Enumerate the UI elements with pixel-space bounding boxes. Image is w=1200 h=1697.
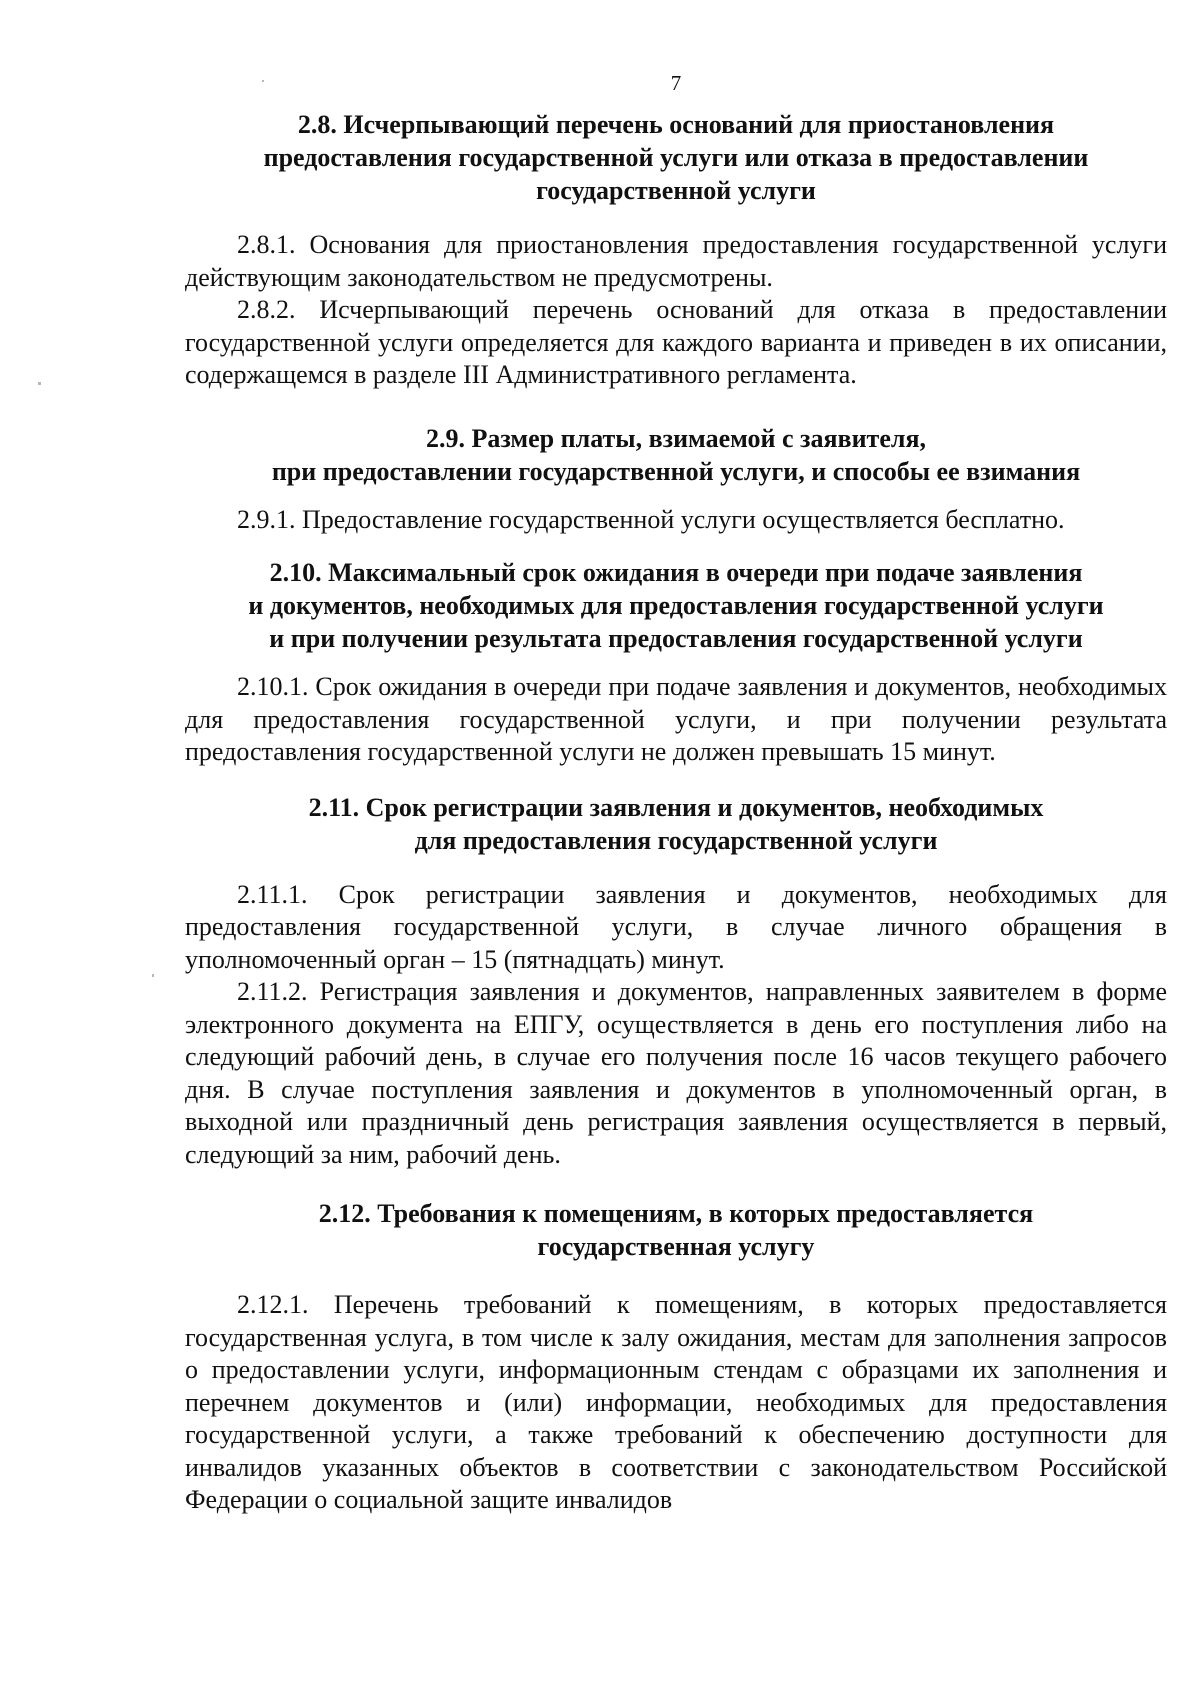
heading-line: государственная услугу [537,1232,815,1261]
paragraph-2-8-1: 2.8.1. Основания для приостановления предоставления государственной услуги действующим законодательством не предусмотрены. [185,230,1167,292]
heading-line: 2.12. Требования к помещениям, в которых предоставляется [318,1199,1034,1228]
section-heading-2-8 [185,108,1167,207]
scan-speck [38,382,41,385]
section-heading-2-10 [185,556,1167,655]
heading-line: 2.10. Максимальный срок ожидания в очереди при подаче заявления [269,558,1083,587]
scan-speck [152,974,154,977]
heading-line: для предоставления государственной услуги [414,825,938,855]
section-heading-2-12 [185,1197,1167,1263]
paragraph-2-12-1: 2.12.1. Перечень требований к помещениям, в которых предоставляется государственная услуга, в том числе к залу ожидания, местам для заполнения запросов о предоставлении услуги, информационным стендам с образцами их заполнения и перечнем документов и (или) информации, необходимых для предоставления государственной услуги, а также требований к обеспечению доступности для инвалидов указанных объектов в соответствии с законодательством Российской Федерации о социальной защите инвалидов [185,1290,1167,1514]
paragraph-2-10-1: 2.10.1. Срок ожидания в очереди при подаче заявления и документов, необходимых для предоставления государственной услуги, и при получении результата предоставления государственной услуги не должен превышать 15 минут. [185,672,1167,766]
paragraph-2-8-2: 2.8.2. Исчерпывающий перечень оснований для отказа в предоставлении государственной услуги определяется для каждого варианта и приведен в их описании, содержащемся в разделе III Административного регламента. [185,295,1167,389]
page-number: 7 [670,71,682,95]
heading-line: 2.9. Размер платы, взимаемой с заявителя, [425,423,927,453]
heading-line: и документов, необходимых для предоставления государственной услуги [248,591,1104,620]
heading-line: государственной услуги [536,176,816,205]
document-page [185,70,1167,1517]
section-heading-2-11 [185,791,1167,857]
heading-line: 2.8. Исчерпывающий перечень оснований для приостановления [297,110,1055,139]
section-heading-2-9 [185,422,1167,488]
heading-line: 2.11. Срок регистрации заявления и документов, необходимых [308,792,1044,822]
paragraph-2-11-1: 2.11.1. Срок регистрации заявления и документов, необходимых для предоставления государственной услуги, в случае личного обращения в уполномоченный орган – 15 (пятнадцать) минут. [185,879,1167,974]
heading-line: предоставления государственной услуги или отказа в предоставлении [263,143,1089,172]
heading-line: и при получении результата предоставления государственной услуги [269,624,1083,653]
paragraph-2-11-2: 2.11.2. Регистрация заявления и документов, направленных заявителем в форме электронного документа на ЕПГУ, осуществляется в день его поступления либо на следующий рабочий день, в случае его получения после 16 часов текущего рабочего дня. В случае поступления заявления и документов в уполномоченный орган, в выходной или праздничный день регистрация заявления осуществляется в первый, следующий за ним, рабочий день. [185,977,1167,1169]
paragraph-2-9-1: 2.9.1. Предоставление государственной услуги осуществляется бесплатно. [237,504,1065,534]
heading-line: при предоставлении государственной услуги, и способы ее взимания [271,456,1081,486]
